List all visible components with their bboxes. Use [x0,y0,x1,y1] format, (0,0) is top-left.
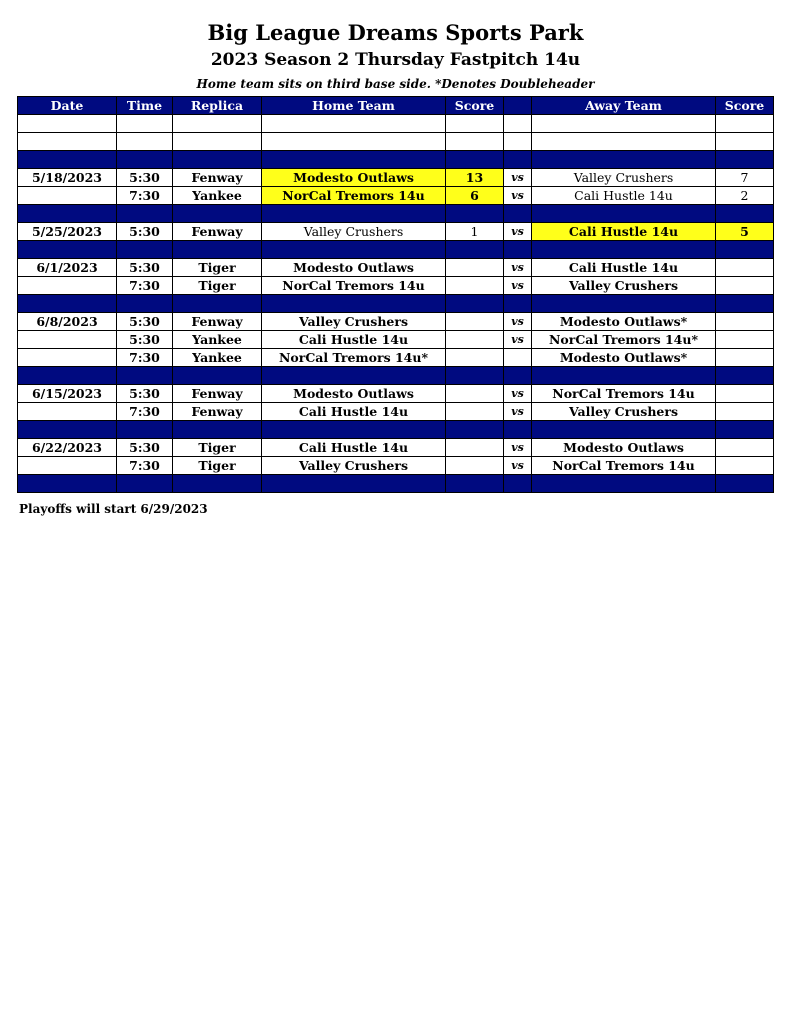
separator-cell [532,475,716,493]
game-time: 5:30 [117,439,173,457]
home-score [446,349,504,367]
game-time: 7:30 [117,349,173,367]
page-subtitle: 2023 Season 2 Thursday Fastpitch 14u [210,50,581,70]
separator-cell [504,421,532,439]
separator-cell [262,421,446,439]
separator-cell [716,367,774,385]
game-field: Fenway [173,385,262,403]
separator-cell [532,295,716,313]
vs-label: vs [504,277,532,295]
away-score [716,349,774,367]
away-score [716,385,774,403]
home-team: Valley Crushers [262,223,446,241]
away-team: Cali Hustle 14u [532,187,716,205]
game-date: 6/8/2023 [18,313,117,331]
separator-cell [173,151,262,169]
separator-cell [446,421,504,439]
game-time: 5:30 [117,313,173,331]
separator-cell [117,367,173,385]
blank-cell [173,133,262,151]
header-away-team: Away Team [532,97,716,115]
game-date [18,331,117,349]
game-date: 5/18/2023 [18,169,117,187]
blank-cell [532,133,716,151]
separator-cell [262,151,446,169]
separator-cell [117,241,173,259]
game-date: 6/22/2023 [18,439,117,457]
game-field: Fenway [173,169,262,187]
blank-row [18,133,774,151]
separator-row [18,205,774,223]
game-row [18,403,774,421]
away-team: NorCal Tremors 14u [532,457,716,475]
separator-cell [532,241,716,259]
separator-cell [117,475,173,493]
home-team: NorCal Tremors 14u* [262,349,446,367]
game-field: Fenway [173,223,262,241]
separator-cell [18,367,117,385]
separator-cell [117,421,173,439]
home-team: Valley Crushers [262,457,446,475]
away-score: 5 [716,223,774,241]
game-time: 7:30 [117,457,173,475]
header-away-score: Score [716,97,774,115]
separator-cell [173,475,262,493]
separator-cell [716,205,774,223]
separator-cell [262,241,446,259]
separator-row [18,421,774,439]
vs-label: vs [504,313,532,331]
blank-cell [446,115,504,133]
separator-cell [446,295,504,313]
vs-label: vs [504,223,532,241]
home-team: Cali Hustle 14u [262,439,446,457]
home-team: Cali Hustle 14u [262,403,446,421]
blank-cell [532,115,716,133]
home-team: Cali Hustle 14u [262,331,446,349]
game-row [18,313,774,331]
vs-label: vs [504,331,532,349]
game-time: 5:30 [117,385,173,403]
game-date [18,349,117,367]
away-team: Valley Crushers [532,403,716,421]
game-field: Tiger [173,457,262,475]
home-score [446,457,504,475]
home-team: Modesto Outlaws [262,259,446,277]
separator-cell [262,475,446,493]
separator-row [18,151,774,169]
separator-cell [117,205,173,223]
away-score [716,313,774,331]
vs-label: vs [504,385,532,403]
separator-row [18,295,774,313]
away-team: Valley Crushers [532,169,716,187]
page-title: Big League Dreams Sports Park [207,20,584,45]
separator-cell [173,367,262,385]
home-score [446,331,504,349]
game-row [18,457,774,475]
vs-label [504,349,532,367]
blank-cell [117,133,173,151]
blank-cell [716,115,774,133]
home-score [446,259,504,277]
game-row [18,385,774,403]
separator-cell [504,205,532,223]
home-score [446,403,504,421]
separator-cell [18,421,117,439]
blank-cell [504,115,532,133]
game-row [18,223,774,241]
blank-cell [262,115,446,133]
away-team: Cali Hustle 14u [532,259,716,277]
game-time: 5:30 [117,223,173,241]
home-team: Modesto Outlaws [262,169,446,187]
separator-cell [716,241,774,259]
game-row [18,169,774,187]
away-team: NorCal Tremors 14u [532,385,716,403]
home-score [446,385,504,403]
home-score [446,277,504,295]
game-time: 5:30 [117,169,173,187]
game-date [18,403,117,421]
vs-label: vs [504,439,532,457]
separator-cell [504,151,532,169]
game-date [18,457,117,475]
separator-cell [173,295,262,313]
game-field: Fenway [173,313,262,331]
header-time: Time [117,97,173,115]
game-time: 5:30 [117,259,173,277]
separator-cell [532,151,716,169]
away-team: NorCal Tremors 14u* [532,331,716,349]
away-score [716,457,774,475]
separator-cell [504,367,532,385]
separator-cell [117,295,173,313]
game-time: 7:30 [117,277,173,295]
game-field: Tiger [173,439,262,457]
separator-cell [173,205,262,223]
separator-cell [173,421,262,439]
separator-cell [446,151,504,169]
blank-cell [117,115,173,133]
separator-cell [532,421,716,439]
blank-cell [504,133,532,151]
blank-cell [18,115,117,133]
vs-label: vs [504,259,532,277]
separator-cell [446,367,504,385]
game-row [18,259,774,277]
blank-cell [18,133,117,151]
blank-cell [716,133,774,151]
game-field: Yankee [173,349,262,367]
home-score: 6 [446,187,504,205]
away-team: Modesto Outlaws [532,439,716,457]
separator-cell [532,367,716,385]
separator-cell [18,475,117,493]
game-date: 6/1/2023 [18,259,117,277]
game-field: Tiger [173,277,262,295]
home-score: 13 [446,169,504,187]
separator-cell [18,295,117,313]
game-date [18,187,117,205]
separator-cell [18,241,117,259]
vs-label: vs [504,169,532,187]
blank-row [18,115,774,133]
away-score [716,331,774,349]
away-team: Valley Crushers [532,277,716,295]
blank-cell [446,133,504,151]
table-header-row [18,97,774,115]
header-date: Date [18,97,117,115]
away-score [716,259,774,277]
separator-cell [173,241,262,259]
game-field: Fenway [173,403,262,421]
separator-cell [532,205,716,223]
home-score [446,313,504,331]
schedule-table [17,96,774,493]
separator-cell [262,295,446,313]
separator-cell [716,295,774,313]
header-vs [504,97,532,115]
home-team: Valley Crushers [262,313,446,331]
separator-cell [117,151,173,169]
header-home-team: Home Team [262,97,446,115]
away-score [716,277,774,295]
separator-cell [446,205,504,223]
game-time: 7:30 [117,187,173,205]
separator-cell [446,475,504,493]
game-row [18,187,774,205]
away-score [716,439,774,457]
separator-cell [262,367,446,385]
separator-cell [262,205,446,223]
game-row [18,331,774,349]
blank-cell [262,133,446,151]
home-score [446,439,504,457]
game-time: 7:30 [117,403,173,421]
header-replica: Replica [173,97,262,115]
separator-cell [18,205,117,223]
home-score: 1 [446,223,504,241]
header-home-score: Score [446,97,504,115]
game-field: Yankee [173,331,262,349]
game-date: 5/25/2023 [18,223,117,241]
separator-cell [716,421,774,439]
separator-row [18,475,774,493]
separator-cell [504,241,532,259]
vs-label: vs [504,457,532,475]
separator-cell [18,151,117,169]
away-score [716,403,774,421]
home-team: NorCal Tremors 14u [262,187,446,205]
away-team: Cali Hustle 14u [532,223,716,241]
separator-cell [504,295,532,313]
away-team: Modesto Outlaws* [532,349,716,367]
separator-cell [504,475,532,493]
game-date [18,277,117,295]
playoffs-note: Playoffs will start 6/29/2023 [19,502,208,516]
game-time: 5:30 [117,331,173,349]
home-team: Modesto Outlaws [262,385,446,403]
game-row [18,277,774,295]
vs-label: vs [504,403,532,421]
separator-row [18,367,774,385]
away-team: Modesto Outlaws* [532,313,716,331]
separator-cell [716,475,774,493]
blank-cell [173,115,262,133]
game-date: 6/15/2023 [18,385,117,403]
home-team: NorCal Tremors 14u [262,277,446,295]
game-field: Tiger [173,259,262,277]
vs-label: vs [504,187,532,205]
separator-cell [716,151,774,169]
game-field: Yankee [173,187,262,205]
away-score: 2 [716,187,774,205]
game-row [18,349,774,367]
game-row [18,439,774,457]
separator-cell [446,241,504,259]
schedule-note: Home team sits on third base side. *Denotes Doubleheader [196,77,595,91]
away-score: 7 [716,169,774,187]
separator-row [18,241,774,259]
